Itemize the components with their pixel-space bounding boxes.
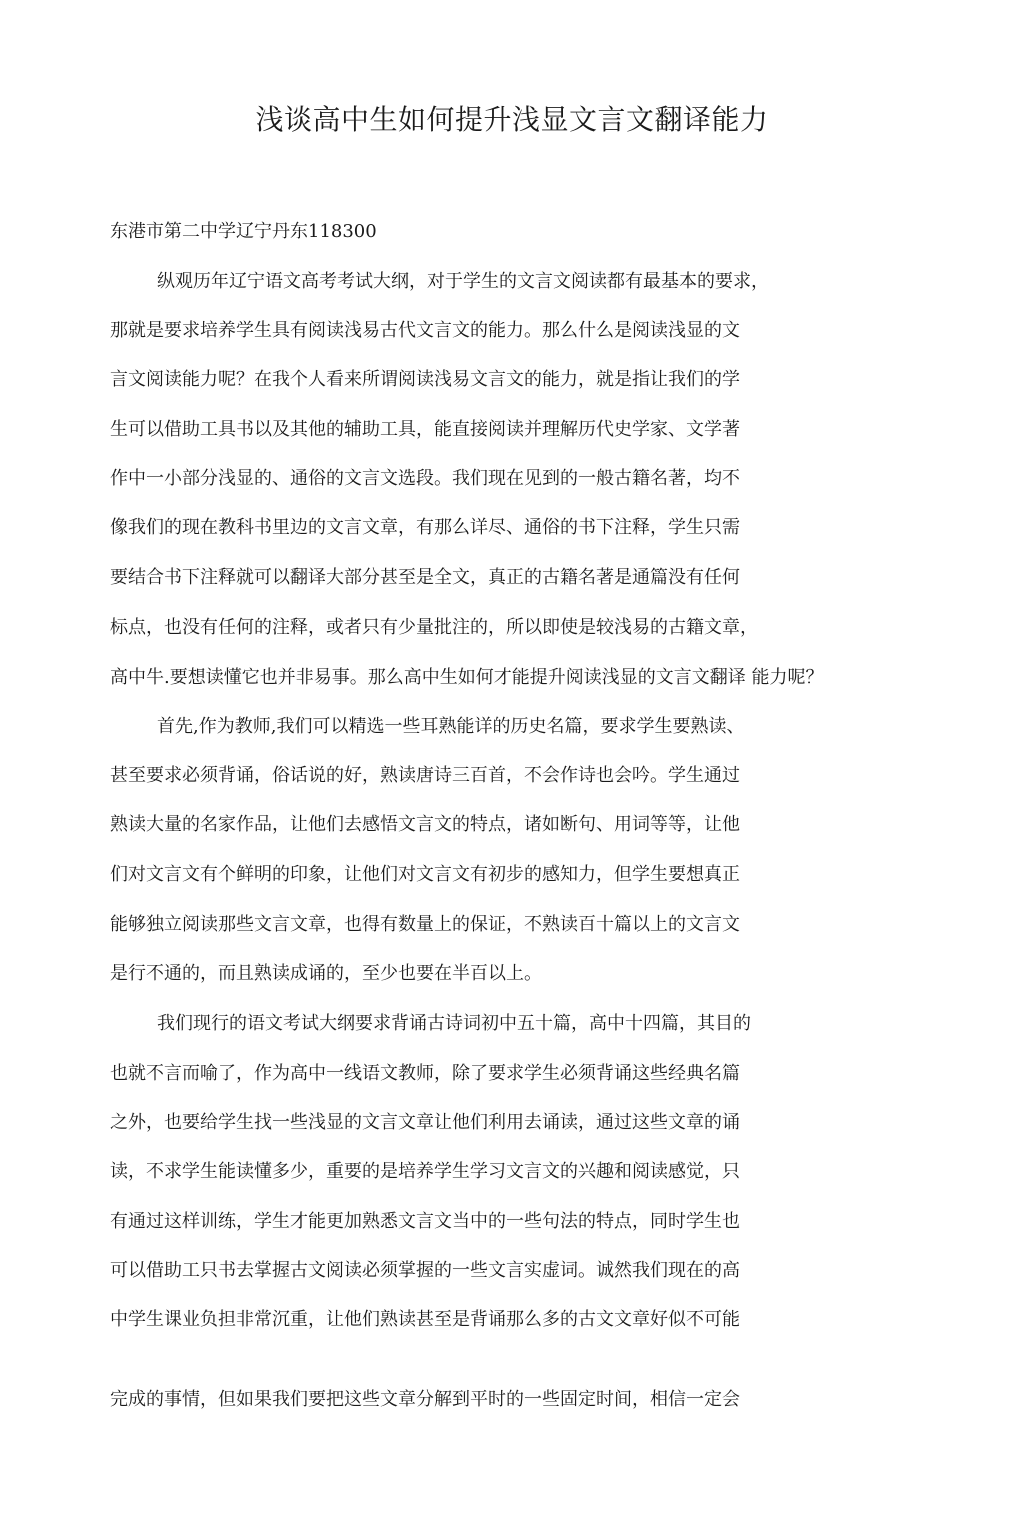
text-line: 们对文言文有个鲜明的印象，让他们对文言文有初步的感知力，但学生要想真正 [110, 864, 740, 885]
text-line: 像我们的现在教科书里边的文言文章，有那么详尽、通俗的书下注释，学生只需 [110, 517, 740, 538]
text-line: 熟读大量的名家作品，让他们去感悟文言文的特点，诸如断句、用词等等，让他 [110, 814, 740, 835]
text-line: 有通过这样训练，学生才能更加熟悉文言文当中的一些句法的特点，同时学生也 [110, 1211, 740, 1232]
text-line: 生可以借助工具书以及其他的辅助工具，能直接阅读并理解历代史学家、文学著 [110, 419, 740, 440]
text-line: 首先,作为教师,我们可以精选一些耳熟能详的历史名篇，要求学生要熟读、 [157, 716, 745, 737]
text-line: 读，不求学生能读懂多少，重要的是培养学生学习文言文的兴趣和阅读感觉，只 [110, 1161, 740, 1182]
text-line: 完成的事情，但如果我们要把这些文章分解到平时的一些固定时间，相信一定会 [110, 1389, 740, 1410]
text-line: 言文阅读能力呢？在我个人看来所谓阅读浅易文言文的能力，就是指让我们的学 [110, 369, 740, 390]
text-line: 中学生课业负担非常沉重，让他们熟读甚至是背诵那么多的古文文章好似不可能 [110, 1309, 740, 1330]
text-line: 纵观历年辽宁语文高考考试大纲，对于学生的文言文阅读都有最基本的要求， [157, 271, 769, 292]
text-line: 作中一小部分浅显的、通俗的文言文选段。我们现在见到的一般古籍名著，均不 [110, 468, 740, 489]
text-line: 高中牛.要想读懂它也并非易事。那么高中生如何才能提升阅读浅显的文言文翻译 能力呢？ [110, 667, 824, 688]
author-line: 东港市第二中学辽宁丹东118300 [110, 221, 377, 242]
text-line: 我们现行的语文考试大纲要求背诵古诗词初中五十篇，高中十四篇，其目的 [157, 1013, 751, 1034]
text-line: 甚至要求必须背诵，俗话说的好，熟读唐诗三百首，不会作诗也会吟。学生通过 [110, 765, 740, 786]
text-line: 要结合书下注释就可以翻译大部分甚至是全文，真正的古籍名著是通篇没有任何 [110, 567, 740, 588]
text-line: 标点，也没有任何的注释，或者只有少量批注的，所以即使是较浅易的古籍文章， [110, 617, 758, 638]
text-line: 是行不通的，而且熟读成诵的，至少也要在半百以上。 [110, 963, 542, 984]
text-line: 那就是要求培养学生具有阅读浅易古代文言文的能力。那么什么是阅读浅显的文 [110, 320, 740, 341]
text-line: 能够独立阅读那些文言文章，也得有数量上的保证，不熟读百十篇以上的文言文 [110, 914, 740, 935]
text-line: 也就不言而喻了，作为高中一线语文教师，除了要求学生必须背诵这些经典名篇 [110, 1063, 740, 1084]
text-line: 之外，也要给学生找一些浅显的文言文章让他们利用去诵读，通过这些文章的诵 [110, 1112, 740, 1133]
document-title: 浅谈高中生如何提升浅显文言文翻译能力 [255, 103, 769, 136]
text-line: 可以借助工只书去掌握古文阅读必须掌握的一些文言实虚词。诚然我们现在的高 [110, 1260, 740, 1281]
